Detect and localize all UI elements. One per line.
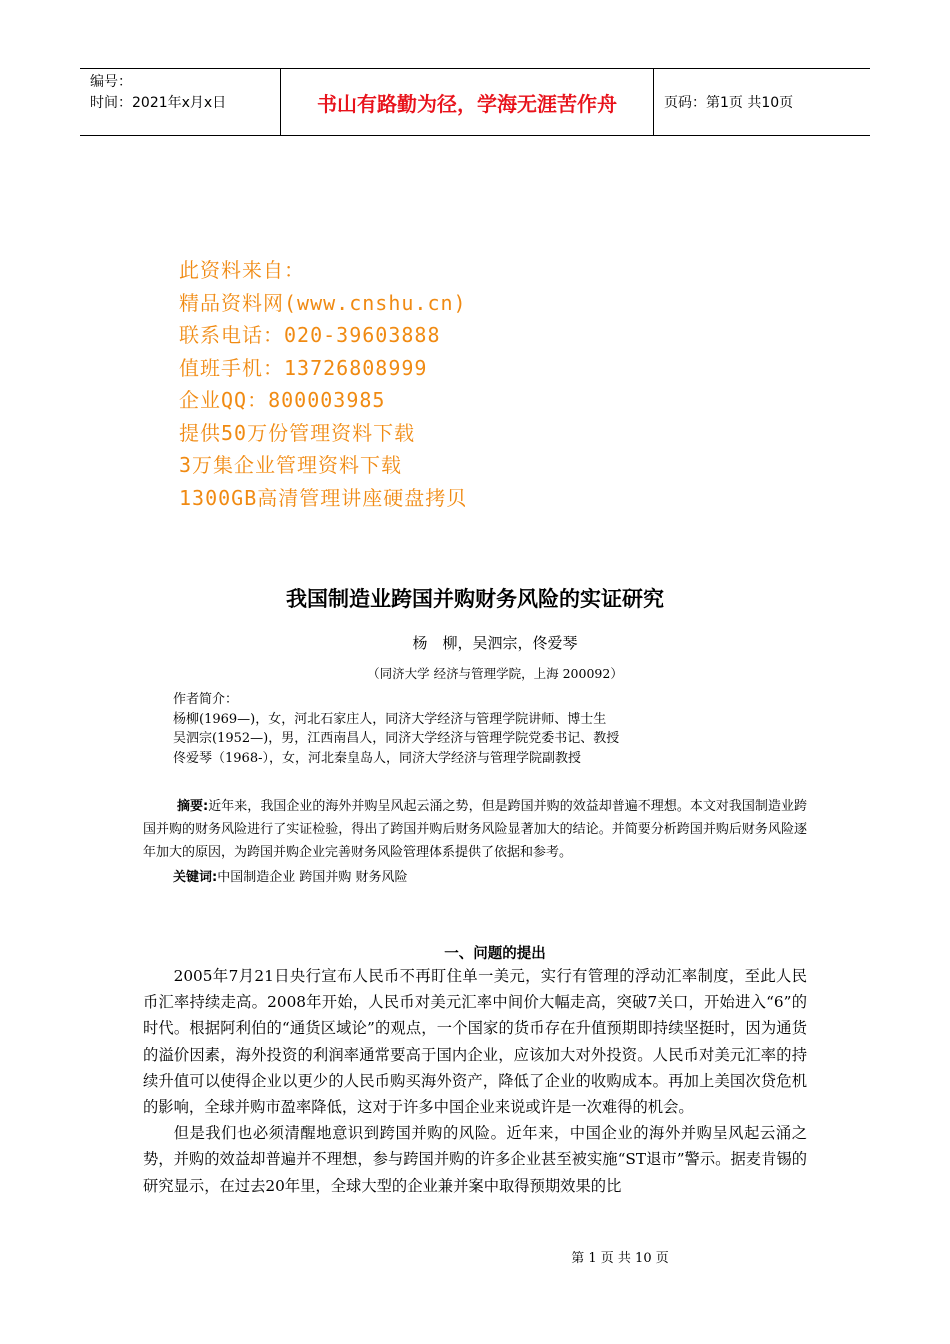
paper-title: 我国制造业跨国并购财务风险的实证研究 (286, 587, 664, 611)
keywords (173, 866, 407, 885)
bio-line: 杨柳(1969—)，女，河北石家庄人，同济大学经济与管理学院讲师、博士生 (173, 711, 607, 727)
page-footer: 第 1 页 共 10 页 (571, 1251, 669, 1266)
promo-line: 3万集企业管理资料下载 (179, 453, 403, 477)
keywords-text: 中国制造企业 跨国并购 财务风险 (217, 870, 408, 885)
header-table (80, 68, 870, 136)
bio-line: 作者简介： (173, 692, 239, 707)
paper-affiliation: （同济大学 经济与管理学院，上海 200092） (367, 666, 623, 681)
promo-line: 值班手机：13726808999 (179, 355, 428, 380)
time-label: 时间：2021年x月x日 (90, 95, 227, 111)
paragraph: 但是我们也必须清醒地意识到跨国并购的风险。近年来，中国企业的海外并购呈风起云涌之势，并购的效益却普遍并不理想，参与跨国并购的许多企业甚至被实施“ST退市”警示。据麦肯锡的研究显示，在过去20年里，全球大型的企业兼并案中取得预期效果的比 (143, 1124, 807, 1195)
promo-line: 提供50万份管理资料下载 (179, 420, 416, 445)
promo-line: 1300GB高清管理讲座硬盘拷贝 (179, 485, 468, 510)
abstract-label: 摘要: (177, 799, 209, 814)
page-label: 页码：第1页 共10页 (664, 95, 794, 111)
body-text (143, 963, 807, 1199)
bio-line: 佟爱琴（1968-），女，河北秦皇岛人，同济大学经济与管理学院副教授 (173, 750, 581, 766)
abstract (143, 795, 807, 864)
promo-line: 此资料来自： (179, 258, 305, 282)
paragraph: 2005年7月21日央行宣布人民币不再盯住单一美元，实行有管理的浮动汇率制度，至此人民币汇率持续走高。2008年开始，人民币对美元汇率中间价大幅走高，突破7关口，开始进入“6”的时代。根据阿利伯的“通货区域论”的观点，一个国家的货币存在升值预期即持续坚挺时，因为通货的溢价因素，海外投资的利润率通常要高于国内企业，应该加大对外投资。人民币对美元汇率的持续升值可以使得企业以更少的人民币购买海外资产，降低了企业的收购成本。再加上美国次贷危机的影响，全球并购市盈率降低，这对于许多中国企业来说或许是一次难得的机会。 (143, 967, 807, 1117)
keywords-label: 关键词: (173, 870, 218, 885)
header-meta (80, 69, 281, 135)
bio-line: 吴泗宗(1952—)，男，江西南昌人，同济大学经济与管理学院党委书记、教授 (173, 731, 620, 746)
section-title: 一、问题的提出 (444, 946, 546, 962)
promo-line: 精品资料网(www.cnshu.cn) (179, 290, 467, 315)
promo-block (179, 254, 467, 514)
abstract-text: 近年来，我国企业的海外并购呈风起云涌之势，但是跨国并购的效益却普遍不理想。本文对我国制造业跨国并购的财务风险进行了实证检验，得出了跨国并购后财务风险显著加大的结论。并简要分析跨国并购后财务风险逐年加大的原因，为跨国并购企业完善财务风险管理体系提供了依据和参考。 (143, 799, 807, 860)
motto: 书山有路勤为径，学海无涯苦作舟 (281, 69, 654, 135)
promo-line: 企业QQ：800003985 (179, 388, 386, 412)
paper-authors: 杨 柳，吴泗宗，佟爱琴 (412, 634, 578, 652)
promo-line: 联系电话：020-39603888 (179, 323, 441, 347)
number-label: 编号： (90, 74, 132, 90)
author-bio (173, 690, 619, 768)
